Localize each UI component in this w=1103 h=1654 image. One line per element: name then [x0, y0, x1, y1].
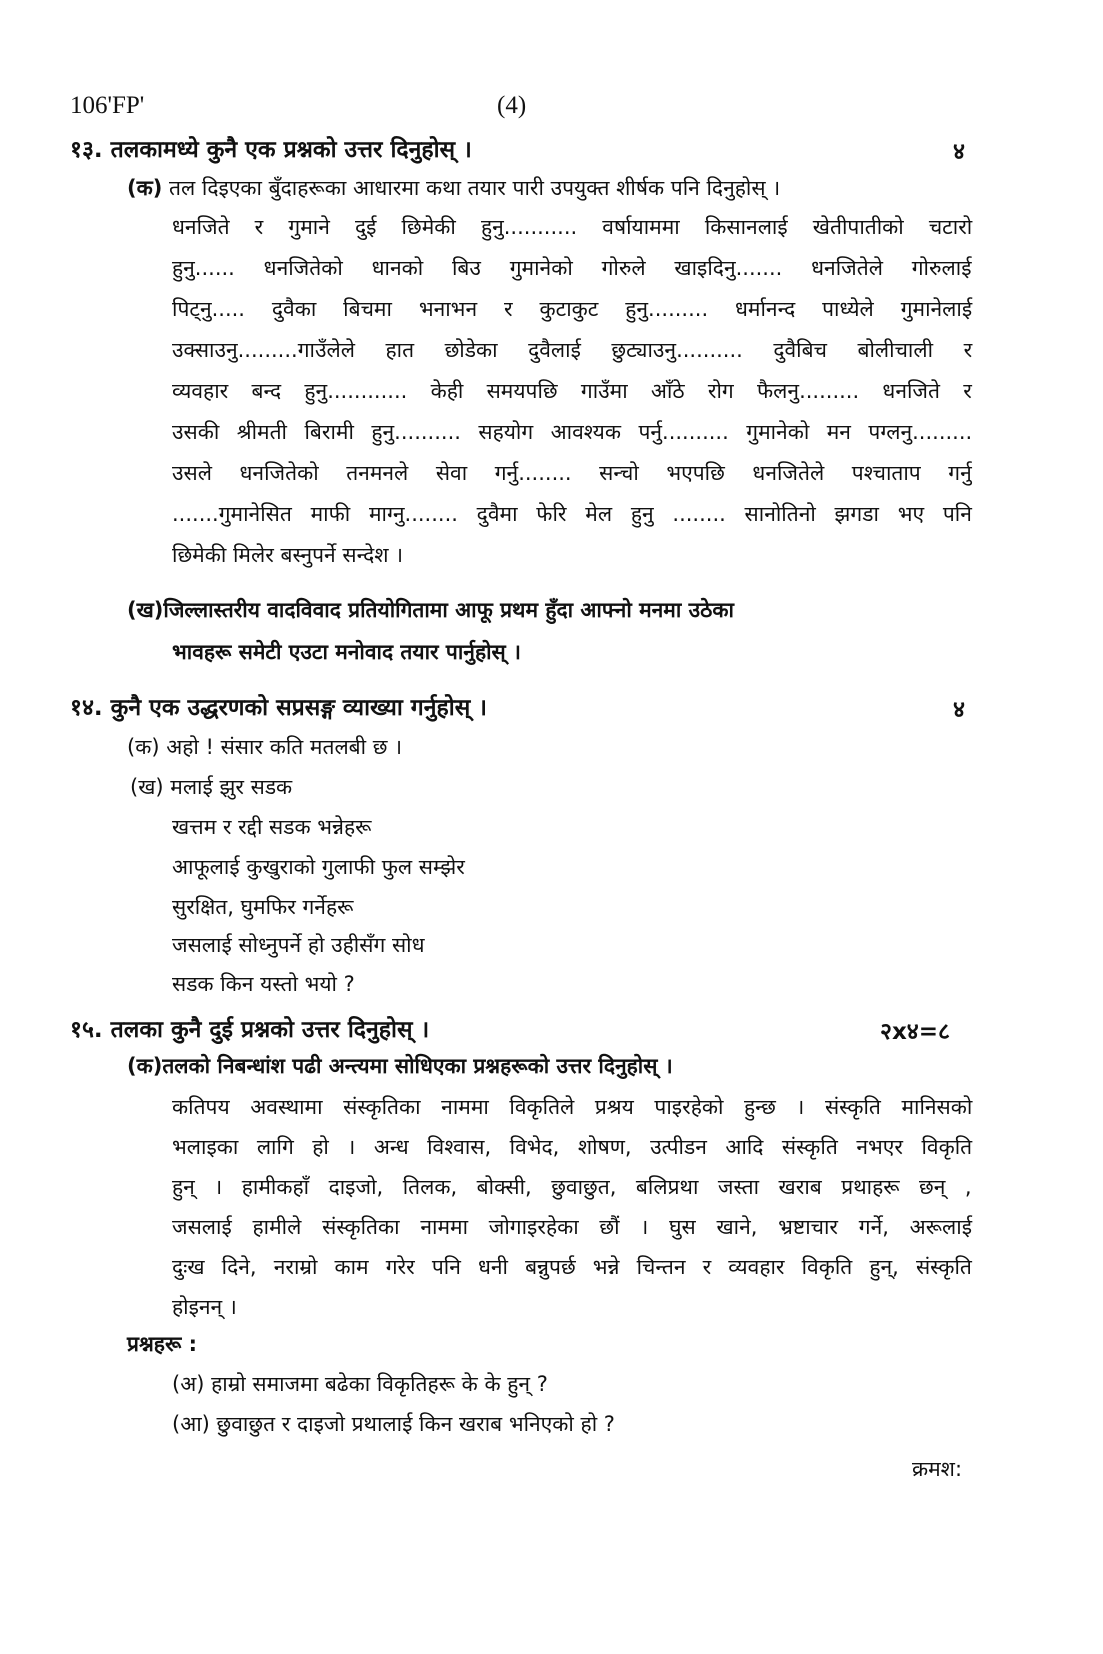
q13-a [127, 174, 780, 202]
q14-a [127, 733, 402, 761]
q15-a-intro: तलको निबन्धांश पढी अन्त्यमा सोधिएका प्रश्नहरूको उत्तर दिनुहोस् । [162, 1054, 673, 1078]
q13-a-intro: तल दिइएका बुँदाहरूका आधारमा कथा तयार पारी उपयुक्त शीर्षक पनि दिनुहोस् । [169, 176, 781, 200]
q13-heading: १३. तलकामध्ये कुनै एक प्रश्नको उत्तर दिनुहोस् । [70, 137, 472, 163]
q13-b-label: (ख) [127, 598, 164, 622]
q14-marks: ४ [953, 697, 965, 723]
q14-b-line: खत्तम र रद्दी सडक भन्नेहरू [172, 815, 372, 839]
q14-a-label: (क) [127, 735, 160, 759]
q13-a-line: .......गुमानेसित माफी माग्नु........ दुवैमा फेरि मेल हुनु ........ सानोतिनो झगडा भए पनि [172, 502, 972, 526]
q15-a-label: (क) [127, 1054, 163, 1078]
q15-question: (अ) हाम्रो समाजमा बढेका विकृतिहरू के के हुन् ? [172, 1372, 548, 1396]
q13-marks: ४ [953, 139, 965, 165]
q15-heading: १५. तलका कुनै दुई प्रश्नको उत्तर दिनुहोस् । [70, 1017, 430, 1043]
q13-a-line: छिमेकी मिलेर बस्नुपर्ने सन्देश । [172, 543, 404, 567]
q15-passage-line: होइनन् । [172, 1295, 237, 1319]
q13-a-line: उसले धनजितेको तनमनले सेवा गर्नु........ सन्चो भएपछि धनजितेले पश्चाताप गर्नु [172, 461, 972, 485]
q14-heading: १४. कुनै एक उद्धरणको सप्रसङ्ग व्याख्या गर्नुहोस् । [70, 695, 487, 721]
q15-passage-line: भलाइका लागि हो । अन्ध विश्वास, विभेद, शोषण, उत्पीडन आदि संस्कृति नभएर विकृति [172, 1135, 973, 1159]
q13-b-line2: भावहरू समेटी एउटा मनोवाद तयार पार्नुहोस् । [172, 640, 521, 664]
q13-a-label: (क) [127, 176, 163, 200]
q13-b-line1 [127, 596, 734, 624]
q15-passage-line: दुःख दिने, नराम्रो काम गरेर पनि धनी बन्नुपर्छ भन्ने चिन्तन र व्यवहार विकृति हुन्, संस्कृति [172, 1255, 972, 1279]
q15-marks: २x४=८ [880, 1019, 950, 1045]
q15-questions-label: प्रश्नहरू : [127, 1332, 197, 1356]
q14-b-label: (ख) [130, 775, 164, 799]
q14-a-text: अहो ! संसार कति मतलबी छ । [166, 735, 403, 759]
q15-passage-line: हुन् । हामीकहाँ दाइजो, तिलक, बोक्सी, छुवाछुत, बलिप्रथा जस्ता खराब प्रथाहरू छन् , [172, 1175, 972, 1199]
continued-note: क्रमश: [912, 1457, 963, 1481]
q14-b-line: सडक किन यस्तो भयो ? [172, 972, 355, 996]
q14-b-line: जसलाई सोध्नुपर्ने हो उहीसँग सोध [172, 933, 425, 957]
q15-a [127, 1052, 673, 1080]
q13-a-line: उसकी श्रीमती बिरामी हुनु.......... सहयोग आवश्यक पर्नु.......... गुमानेको मन पग्लनु......... [172, 420, 973, 444]
q13-a-line: पिट्नु..... दुवैका बिचमा भनाभन र कुटाकुट हुनु......... धर्मानन्द पाध्येले गुमानेलाई [172, 297, 973, 321]
q14-b [130, 773, 292, 801]
q15-question: (आ) छुवाछुत र दाइजो प्रथालाई किन खराब भनिएको हो ? [172, 1412, 615, 1436]
q15-passage-line: जसलाई हामीले संस्कृतिका नाममा जोगाइरहेका छौं । घुस खाने, भ्रष्टाचार गर्ने, अरूलाई [172, 1215, 973, 1239]
page-number: (4) [497, 92, 527, 119]
q15-passage-line: कतिपय अवस्थामा संस्कृतिका नाममा विकृतिले प्रश्रय पाइरहेको हुन्छ । संस्कृति मानिसको [172, 1095, 973, 1119]
q13-a-line: हुनु...... धनजितेको धानको बिउ गुमानेको गोरुले खाइदिनु....... धनजितेले गोरुलाई [172, 256, 972, 280]
q13-a-line: धनजिते र गुमाने दुई छिमेकी हुनु........... वर्षायाममा किसानलाई खेतीपातीको चटारो [172, 215, 973, 239]
q14-b-line: सुरक्षित, घुमफिर गर्नेहरू [172, 895, 354, 919]
q13-b-text1: जिल्लास्तरीय वादविवाद प्रतियोगितामा आफू प्रथम हुँदा आफ्नो मनमा उठेका [163, 598, 734, 622]
paper-code: 106'FP' [70, 92, 145, 119]
q14-b-line: आफूलाई कुखुराको गुलाफी फुल सम्झेर [172, 855, 465, 879]
q14-b-first-line: मलाई झुर सडक [170, 775, 293, 799]
q13-a-line: व्यवहार बन्द हुनु............ केही समयपछि गाउँमा आँठे रोग फैलनु......... धनजिते र [172, 379, 972, 403]
q13-a-line: उक्साउनु.........गाउँलेले हात छोडेका दुवैलाई छुट्याउनु.......... दुवैबिच बोलीचाली र [172, 338, 973, 362]
